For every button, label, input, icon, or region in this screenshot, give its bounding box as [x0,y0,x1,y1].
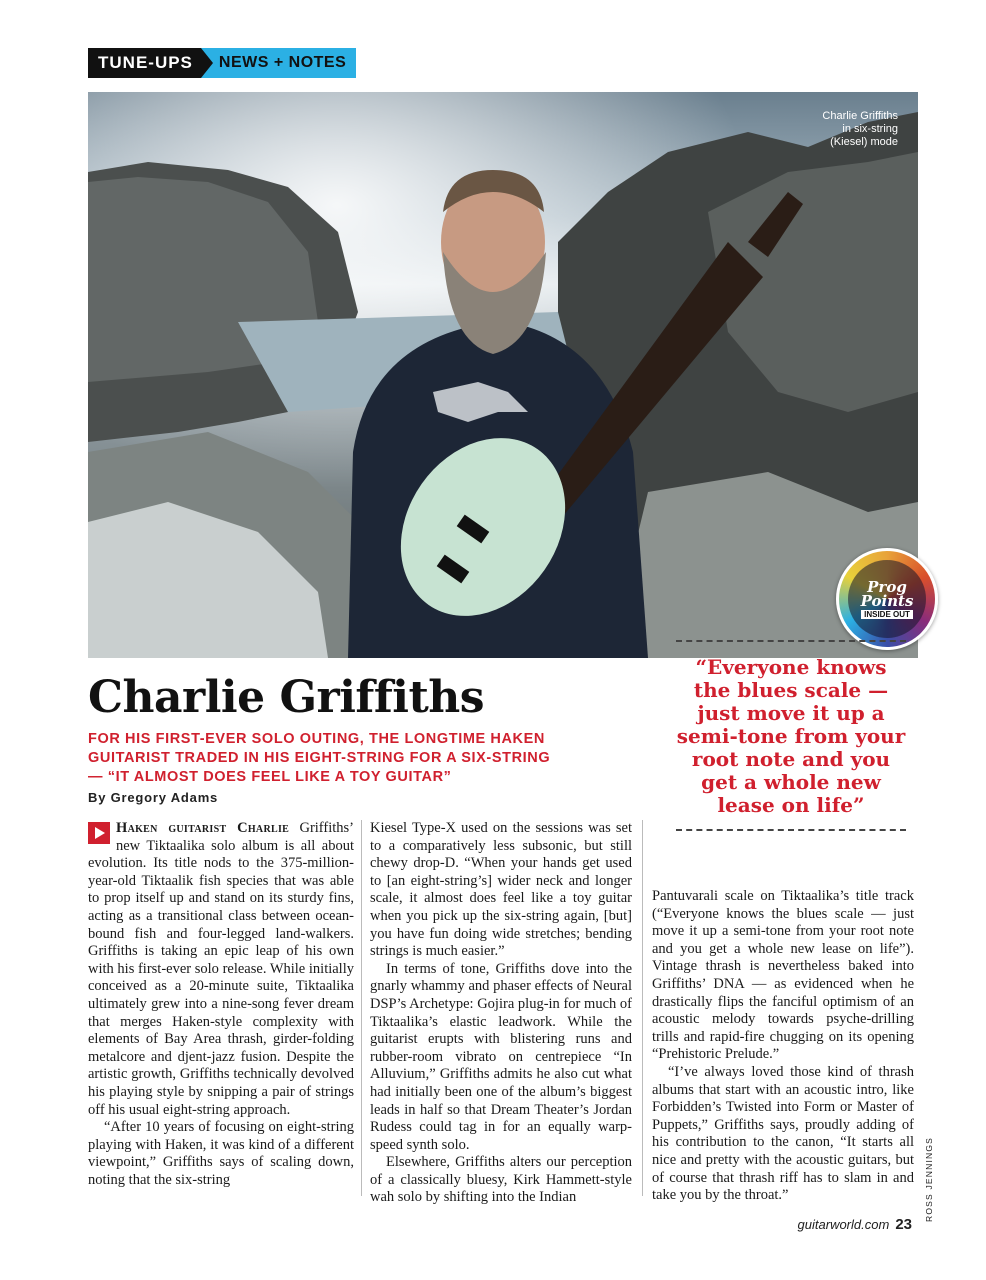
photo-credit: ROSS JENNINGS [924,1136,934,1222]
play-icon [88,822,110,844]
badge-line3: INSIDE OUT [861,610,913,619]
footer-site: guitarworld.com [797,1217,890,1232]
badge-inner [848,560,926,638]
byline: By Gregory Adams [88,790,219,805]
pullquote-box [676,640,906,831]
paragraph [88,820,354,1119]
lead-in: Haken guitarist Charlie [116,820,290,836]
section-secondary: NEWS + NOTES [213,48,356,78]
caption-line: (Kiesel) mode [830,136,898,148]
paragraph: Elsewhere, Griffiths alters our perception of a classically bluesy, Kirk Hammett-style wah solo by shifting into the Indian [370,1154,632,1206]
pullquote: “Everyone knows the blues scale — just move it up a semi-tone from your root note and you get a whole new lease on life” [676,655,906,817]
section-tag [88,48,356,78]
deck: FOR HIS FIRST-EVER SOLO OUTING, THE LONGTIME HAKEN GUITARIST TRADED IN HIS EIGHT-STRING FOR A SIX-STRING — “IT ALMOST DOES FEEL LIKE A TOY GUITAR” [88,731,551,785]
page-footer [798,1216,912,1233]
photo-caption [788,110,898,149]
prog-points-badge [836,548,938,650]
paragraph-text: Griffiths’ new Tiktaalika solo album is all about evolution. Its title nods to the 375-million-year-old Tiktaalik fish species that was able to prop itself up and stand on its sturdy fins, acting as a transitional class between ocean-bound fish and four-legged land-walkers. Griffiths is taking an epic leap of his own with his first-ever solo release. While initially conceived as a 20-minute suite, Tiktaalika ultimately grew into a nine-song fever dream that merges Haken-style complexity with elements of Bay Area thrash, girder-folding metalcore and djent-jazz fusion. Despite the artistic growth, Griffiths technically devolved his playing style by snipping a pair of strings off his usual eight-string approach. [88,820,354,1118]
caption-line: in six-string [842,123,898,135]
column-rule [642,820,643,1196]
paragraph: “After 10 years of focusing on eight-string playing with Haken, it was kind of a different viewpoint,” Griffiths says of scaling down, noting that the six-string [88,1119,354,1188]
headline: Charlie Griffiths [88,672,485,723]
pullquote-bottom-rule [676,829,906,831]
paragraph: In terms of tone, Griffiths dove into the gnarly whammy and phaser effects of Neural DSP’s Archetype: Gojira plug-in for much of Tiktaalika’s elastic leadwork. While the guitarist erupts with blistering runs and rubber-room vibrato on centrepiece “In Alluvium,” Griffiths admits he also cut what had initially been one of the album’s biggest leads in half so that Dream Theater’s Jordan Rudess could tag in for an equally warp-speed synth solo. [370,960,632,1153]
hero-photo [88,92,918,658]
column-1 [88,820,354,1189]
caption-line: Charlie Griffiths [822,110,898,122]
section-arrow-icon [201,48,213,78]
badge-line2: Points [860,591,914,610]
column-2 [370,820,632,1207]
paragraph: Kiesel Type-X used on the sessions was set to a comparatively less subsonic, but still chewy drop-D. “When your hands get used to [an eight-string’s] wider neck and longer scale, it almost does feel like a toy guitar when you pick up the six-string again, [but] you have fun doing wide stretches; bending strings is much easier.” [370,820,632,960]
page-number: 23 [895,1216,912,1233]
column-3 [652,888,914,1205]
column-rule [361,820,362,1196]
paragraph: “I’ve always loved those kind of thrash albums that start with an acoustic intro, like Forbidden’s Twisted into Form or Master of Puppets,” Griffiths says, proudly adding of his contribution to the canon, “It starts all nice and pretty with the acoustic guitars, but of course that thrash riff has to slam in and take you by the throat.” [652,1063,914,1204]
section-primary: TUNE-UPS [88,48,201,78]
photo-illustration [88,92,918,658]
badge-line1: Prog [867,577,907,596]
paragraph: Pantuvarali scale on Tiktaalika’s title track (“Everyone knows the blues scale — just move it up a semi-tone from your root note and you get a whole new lease on life”). Vintage thrash is nevertheless baked into Griffiths’ DNA — as evidenced when he drastically flips the fanciful optimism of an acoustic melody towards psyche-drilling trills and rapid-fire chugging on its opening “Prehistoric Prelude.” [652,888,914,1063]
